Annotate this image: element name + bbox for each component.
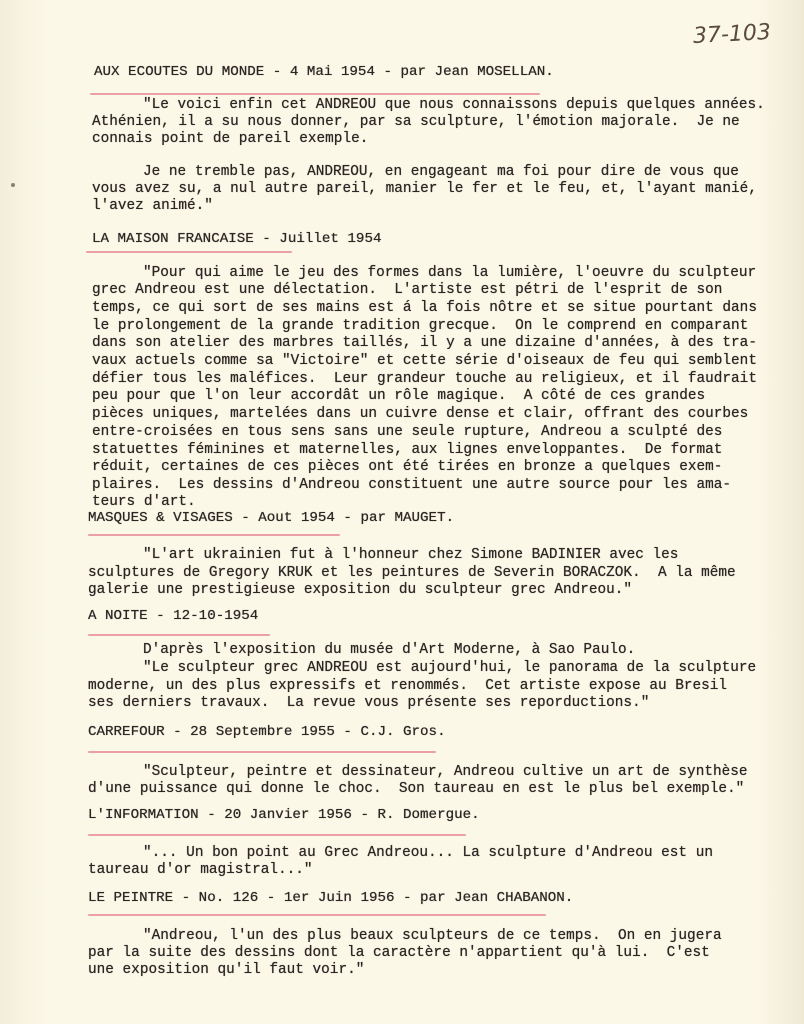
text-line: grec Andreou est une délectation. L'artiste est pétri de l'esprit de son [92,282,723,298]
text-line: "L'art ukrainien fut à l'honneur chez Simone BADINIER avec les [143,547,679,563]
text-line: par la suite des dessins dont la caractère n'appartient qu'à lui. C'est [88,945,710,961]
text-line: statuettes féminines et maternelles, aux lignes enveloppantes. De format [92,442,723,458]
text-line: dans son atelier des marbres taillés, il y a une dizaine d'années, à des tra- [92,335,757,351]
text-line: plaires. Les dessins d'Andreou constituent une autre source pour les ama- [92,477,732,493]
text-line: "Le sculpteur grec ANDREOU est aujourd'hui, le panorama de la sculpture [143,660,757,676]
text-line: entre-croisées en tous sens sans une seule rupture, Andreou a sculpté des [92,424,723,440]
text-line: "... Un bon point au Grec Andreou... La sculpture d'Andreou est un [143,845,713,861]
text-line: teurs d'art. [92,494,196,510]
section-heading: LA MAISON FRANCAISE - Juillet 1954 [92,231,382,247]
text-line: connais point de pareil exemple. [92,131,369,147]
text-line: défier tous les maléfices. Leur grandeur touche au religieux, et il faudrait [92,371,757,387]
red-underline [88,534,340,536]
text-line: temps, ce qui sort de ses mains est á la fois nôtre et se situe pourtant dans [92,300,757,316]
text-line: Je ne tremble pas, ANDREOU, en engageant ma foi pour dire de vous que [143,164,739,180]
red-underline [86,251,292,253]
text-line: "Andreou, l'un des plus beaux sculpteurs de ce temps. On en jugera [143,928,722,944]
text-line: "Le voici enfin cet ANDREOU que nous connaissons depuis quelques années. [143,97,765,113]
text-line: "Pour qui aime le jeu des formes dans la lumière, l'oeuvre du sculpteur [143,265,757,281]
red-underline [88,914,546,916]
text-line: d'une puissance qui donne le choc. Son taureau en est le plus bel exemple." [88,781,745,797]
text-line: sculptures de Gregory KRUK et les peintures de Severin BORACZOK. A la même [88,565,736,581]
text-line: Athénien, il a su nous donner, par sa sculpture, l'émotion majorale. Je ne [92,114,740,130]
text-line: peu pour que l'on leur accordât un rôle magique. A côté de ces grandes [92,388,706,404]
text-line: vaux actuels comme sa "Victoire" et cette série d'oiseaux de feu qui semblent [92,353,757,369]
handwritten-archive-number: 37-103 [692,19,772,50]
text-line: ses derniers travaux. La revue vous présente ses reporductions." [88,695,650,711]
text-line: galerie une prestigieuse exposition du sculpteur grec Andreou." [88,582,633,598]
red-underline [88,751,436,753]
paper-mark [11,183,15,187]
text-line: vous avez su, a nul autre pareil, manier le fer et le feu, et, l'ayant manié, [92,181,757,197]
text-line: D'après l'exposition du musée d'Art Moderne, à Sao Paulo. [143,642,636,658]
section-heading: LE PEINTRE - No. 126 - 1er Juin 1956 - par Jean CHABANON. [88,890,574,906]
text-line: taureau d'or magistral..." [88,862,313,878]
text-line: "Sculpteur, peintre et dessinateur, Andreou cultive un art de synthèse [143,764,748,780]
section-heading: A NOITE - 12-10-1954 [88,608,259,624]
text-line: l'avez animé." [92,198,213,214]
text-line: réduit, certaines de ces pièces ont été tirées en bronze a quelques exem- [92,459,723,475]
red-underline [88,634,270,636]
section-heading: AUX ECOUTES DU MONDE - 4 Mai 1954 - par Jean MOSELLAN. [94,64,554,80]
text-line: moderne, un des plus expressifs et renommés. Cet artiste expose au Bresil [88,678,728,694]
red-underline [88,834,466,836]
text-line: le prolongement de la grande tradition grecque. On le comprend en comparant [92,318,749,334]
section-heading: L'INFORMATION - 20 Janvier 1956 - R. Domergue. [88,807,480,823]
section-heading: MASQUES & VISAGES - Aout 1954 - par MAUGET. [88,510,455,526]
text-line: une exposition qu'il faut voir." [88,962,365,978]
text-line: pièces uniques, martelées dans un cuivre dense et clair, offrant des courbes [92,406,749,422]
section-heading: CARREFOUR - 28 Septembre 1955 - C.J. Gros. [88,724,446,740]
red-underline [90,93,540,95]
